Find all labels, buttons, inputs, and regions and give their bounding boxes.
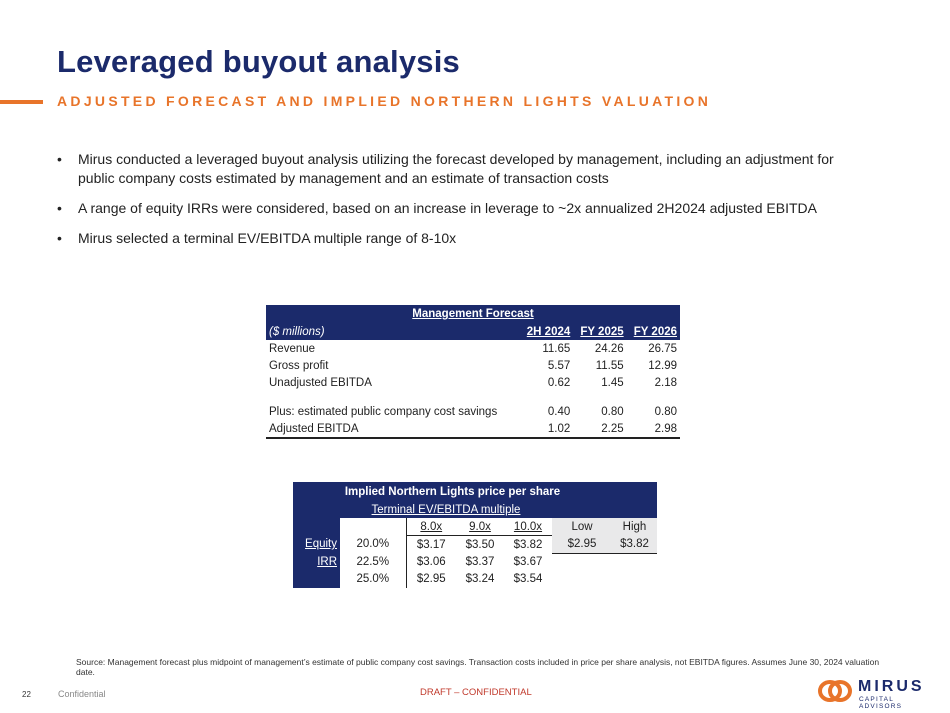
price-per-share-table xyxy=(293,482,657,588)
irr-value: 20.0% xyxy=(356,538,390,551)
high-value: $3.82 xyxy=(612,536,657,554)
cell: 12.99 xyxy=(648,359,677,372)
mirus-logo-mark-icon xyxy=(818,679,854,703)
bullet-text: Mirus conducted a leveraged buyout analysis utilizing the forecast developed by management, including an adjustment for public company costs estimated by management and an estimate of transaction costs xyxy=(78,151,834,186)
table-row xyxy=(266,374,680,391)
bullet-text: A range of equity IRRs were considered, based on an increase in leverage to ~2x annualized 2H2024 adjusted EBITDA xyxy=(78,200,817,216)
multiple-header: 10.0x xyxy=(504,518,552,536)
cell: 1.45 xyxy=(601,376,624,389)
row-label: Unadjusted EBITDA xyxy=(269,376,372,389)
cell: 26.75 xyxy=(648,342,677,355)
cell: 2.98 xyxy=(627,420,680,438)
equity-label: Equity xyxy=(293,536,340,554)
bullet-dot-icon: • xyxy=(57,200,62,216)
bullet-item xyxy=(57,199,857,218)
forecast-col-header: FY 2026 xyxy=(627,323,680,340)
cell: 24.26 xyxy=(594,342,624,355)
page-subtitle: ADJUSTED FORECAST AND IMPLIED NORTHERN LIGHTS VALUATION xyxy=(57,93,712,109)
spacer-row xyxy=(266,391,680,403)
draft-label: DRAFT – CONFIDENTIAL xyxy=(420,687,532,698)
bullet-dot-icon: • xyxy=(57,151,62,167)
low-value: $2.95 xyxy=(552,536,612,554)
irr-value: 25.0% xyxy=(356,573,390,585)
row-label: Gross profit xyxy=(269,359,329,372)
table-row xyxy=(293,553,657,571)
cell: $3.37 xyxy=(465,555,495,568)
cell: 1.02 xyxy=(520,420,574,438)
cell: 0.62 xyxy=(547,376,571,389)
irr-value: 22.5% xyxy=(356,555,390,568)
mirus-logo xyxy=(818,676,938,710)
bullet-list xyxy=(57,150,857,259)
table-row xyxy=(266,340,680,357)
page-title: Leveraged buyout analysis xyxy=(57,44,460,79)
source-note: Source: Management forecast plus midpoint of management’s estimate of public company cost savings. Transaction costs included in price per share analysis, not EBITDA figures. Assumes June 30, 2024 valuation date. xyxy=(76,657,880,677)
price-table-title: Implied Northern Lights price per share xyxy=(293,482,612,501)
low-header: Low xyxy=(552,518,612,536)
price-table-subtitle: Terminal EV/EBITDA multiple xyxy=(340,501,552,518)
multiple-header: 9.0x xyxy=(456,518,504,536)
cell: $3.17 xyxy=(406,536,456,554)
row-label: Plus: estimated public company cost savings xyxy=(269,405,498,418)
table-row xyxy=(293,536,657,554)
cell: $3.67 xyxy=(513,555,543,568)
cell: $3.24 xyxy=(465,573,495,585)
row-label: Revenue xyxy=(269,342,316,355)
bullet-text: Mirus selected a terminal EV/EBITDA multiple range of 8-10x xyxy=(78,230,457,246)
cell: 0.80 xyxy=(601,405,624,418)
cell: 2.25 xyxy=(573,420,626,438)
high-header: High xyxy=(612,518,657,536)
cell: 5.57 xyxy=(547,359,571,372)
cell: $3.82 xyxy=(513,538,543,551)
cell: $3.54 xyxy=(513,573,543,585)
cell: 0.40 xyxy=(547,405,571,418)
logo-wordmark: MIRUS xyxy=(858,678,925,695)
logo-tagline: CAPITAL ADVISORS xyxy=(859,696,903,710)
cell: 0.80 xyxy=(654,405,677,418)
forecast-units: ($ millions) xyxy=(266,323,520,340)
bullet-item xyxy=(57,150,857,188)
cell: 11.55 xyxy=(595,359,624,372)
bullet-dot-icon: • xyxy=(57,230,62,246)
forecast-table-title: Management Forecast xyxy=(266,305,680,323)
cell: 11.65 xyxy=(542,342,571,355)
cell: $3.06 xyxy=(406,553,456,571)
table-row xyxy=(266,403,680,420)
forecast-col-header: FY 2025 xyxy=(573,323,626,340)
cell: $2.95 xyxy=(406,571,456,588)
cell: $3.50 xyxy=(465,538,495,551)
table-row xyxy=(266,357,680,374)
multiple-header: 8.0x xyxy=(406,518,456,536)
table-row xyxy=(266,420,680,438)
irr-label: IRR xyxy=(293,553,340,571)
bullet-item xyxy=(57,229,857,248)
forecast-col-header: 2H 2024 xyxy=(520,323,574,340)
row-label: Adjusted EBITDA xyxy=(266,420,520,438)
confidential-label: Confidential xyxy=(58,689,106,699)
accent-rule xyxy=(0,100,43,104)
page-number: 22 xyxy=(22,690,31,699)
table-row xyxy=(293,571,657,588)
management-forecast-table xyxy=(266,305,680,439)
cell: 2.18 xyxy=(654,376,677,389)
